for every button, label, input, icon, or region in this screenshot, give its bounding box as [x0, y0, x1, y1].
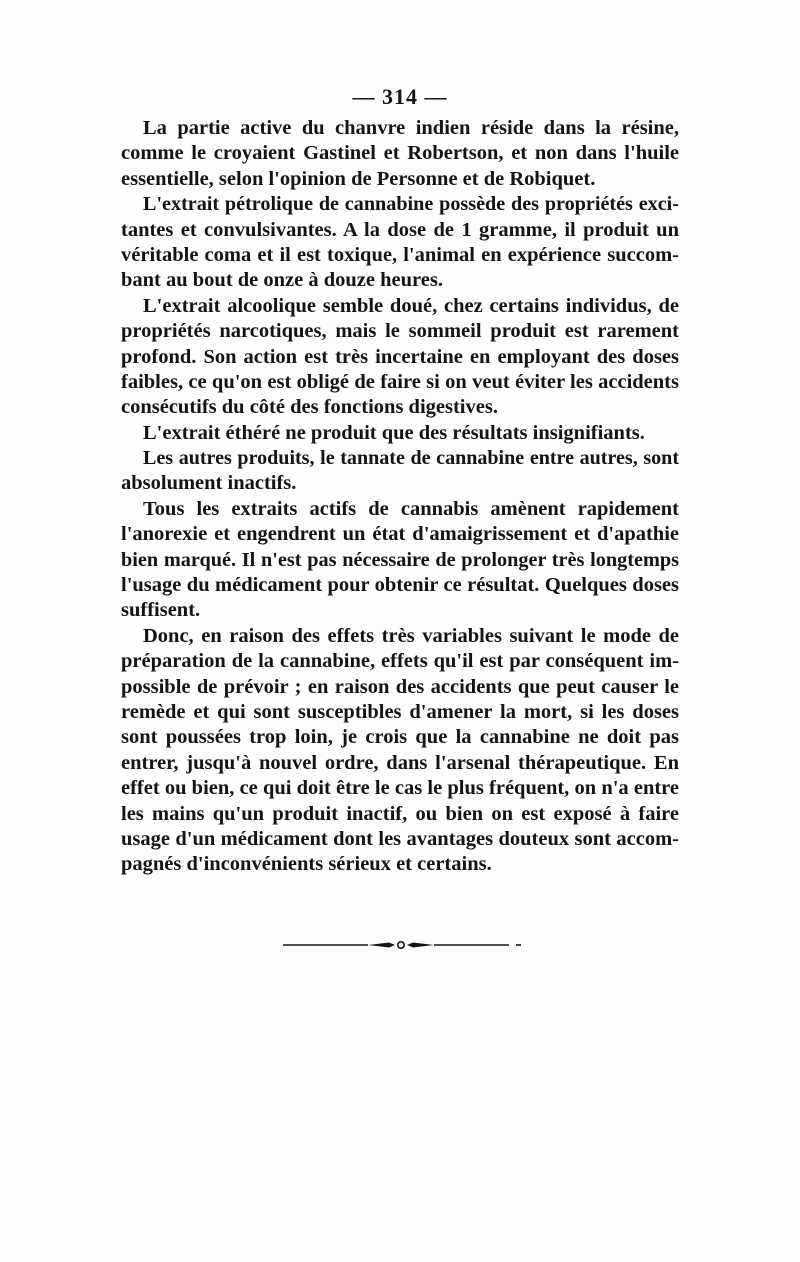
text-line: possible de prévoir ; en raison des accidents que peut causer le: [121, 675, 679, 698]
text-line: Les autres produits, le tannate de cannabine entre autres, sont: [143, 447, 679, 470]
text-line: L'extrait pétrolique de cannabine possède des propriétés exci-: [143, 193, 679, 216]
body-text: [121, 116, 679, 878]
text-line: suffisent.: [121, 599, 201, 622]
text-line: tantes et convulsivantes. A la dose de 1 gramme, il produit un: [121, 218, 679, 241]
text-line: préparation de la cannabine, effets qu'il est par conséquent im-: [121, 650, 679, 673]
text-line: usage d'un médicament dont les avantages douteux sont accom-: [121, 827, 679, 850]
text-line: bien marqué. Il n'est pas nécessaire de prolonger très longtemps: [121, 548, 679, 571]
text-line: L'extrait alcoolique semble doué, chez certains individus, de: [143, 294, 679, 317]
text-line: essentielle, selon l'opinion de Personne et de Robiquet.: [121, 167, 596, 190]
text-line: propriétés narcotiques, mais le sommeil produit est rarement: [121, 320, 679, 343]
text-line: La partie active du chanvre indien réside dans la résine,: [143, 117, 679, 139]
text-line: remède et qui sont susceptibles d'amener la mort, si les doses: [121, 700, 679, 723]
end-ornament-divider: [283, 936, 523, 954]
text-line: entrer, jusqu'à nouvel ordre, dans l'arsenal thérapeutique. En: [121, 751, 679, 774]
text-line: comme le croyaient Gastinel et Robertson, et non dans l'huile: [121, 142, 679, 165]
text-line: effet ou bien, ce qui doit être le cas le plus fréquent, on n'a entre: [121, 777, 679, 800]
text-line: véritable coma et il est toxique, l'animal en expérience succom-: [121, 243, 679, 266]
text-line: pagnés d'inconvénients sérieux et certains.: [121, 853, 492, 876]
text-line: sont poussées trop loin, je crois que la cannabine ne doit pas: [121, 726, 679, 749]
page-number: — 314 —: [352, 84, 448, 109]
text-line: les mains qu'un produit inactif, ou bien on est exposé à faire: [121, 802, 679, 825]
text-line: l'anorexie et engendrent un état d'amaigrissement et d'apathie: [121, 523, 679, 546]
text-line: L'extrait éthéré ne produit que des résultats insignifiants.: [143, 421, 645, 444]
text-line: bant au bout de onze à douze heures.: [121, 269, 443, 292]
text-line: l'usage du médicament pour obtenir ce résultat. Quelques doses: [121, 574, 679, 597]
text-line: Tous les extraits actifs de cannabis amènent rapidement: [143, 497, 679, 520]
text-line: consécutifs du côté des fonctions digestives.: [121, 396, 498, 419]
text-line: profond. Son action est très incertaine en employant des doses: [121, 345, 679, 368]
text-line: Donc, en raison des effets très variables suivant le mode de: [143, 624, 679, 647]
text-line: faibles, ce qu'on est obligé de faire si on veut éviter les accidents: [121, 370, 679, 393]
text-line: absolument inactifs.: [121, 472, 297, 495]
